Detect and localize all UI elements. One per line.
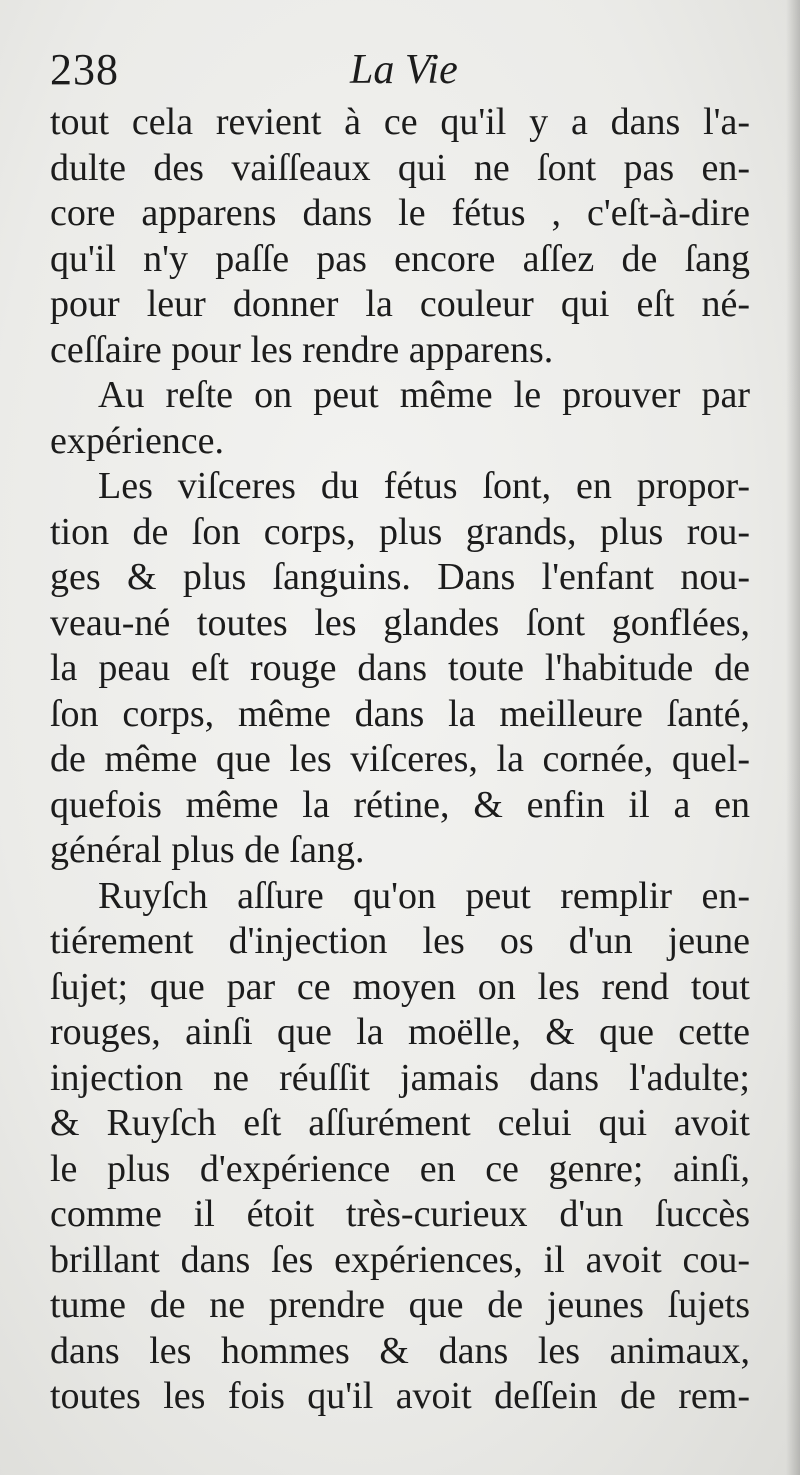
text-line: ſon corps, même dans la meilleure ſanté, xyxy=(50,692,750,735)
text-line: injection ne réuſſit jamais dans l'adulte; xyxy=(50,1056,750,1099)
text-line: quefois même la rétine, & enfin il a en xyxy=(50,783,750,826)
text-line: tout cela revient à ce qu'il y a dans l'a- xyxy=(50,101,750,143)
text-line: Les viſceres du fétus ſont, en propor- xyxy=(98,465,750,507)
text-line: dans les hommes & dans les animaux, xyxy=(50,1329,750,1372)
text-line: de même que les viſceres, la cornée, quel- xyxy=(50,738,750,780)
text-line: expérience. xyxy=(50,419,225,462)
page-number: 238 xyxy=(50,45,119,94)
text-line: le plus d'expérience en ce genre; ainſi, xyxy=(50,1147,750,1190)
text-line: pour leur donner la couleur qui eſt né- xyxy=(50,283,750,325)
text-line: & Ruyſch eſt aſſurément celui qui avoit xyxy=(50,1102,750,1144)
page-header xyxy=(50,40,750,100)
body-text xyxy=(50,100,750,1420)
text-line: tume de ne prendre que de jeunes ſujets xyxy=(50,1284,750,1326)
text-line: ceſſaire pour les rendre apparens. xyxy=(50,328,554,371)
text-line: veau-né toutes les glandes ſont gonflées, xyxy=(50,601,750,644)
text-line: tiérement d'injection les os d'un jeune xyxy=(50,920,750,962)
running-title: La Vie xyxy=(350,47,458,93)
text-line: comme il étoit très-curieux d'un ſuccès xyxy=(50,1193,750,1235)
text-line: rouges, ainſi que la moëlle, & que cette xyxy=(50,1011,750,1053)
text-line: core apparens dans le fétus , c'eſt-à-dire xyxy=(50,192,750,234)
text-line: Au reſte on peut même le prouver par xyxy=(98,374,750,416)
text-line: dulte des vaiſſeaux qui ne ſont pas en- xyxy=(50,146,750,189)
text-line: toutes les fois qu'il avoit deſſein de rem- xyxy=(50,1375,750,1417)
page-edge-shadow xyxy=(786,0,800,1475)
text-line: la peau eſt rouge dans toute l'habitude de xyxy=(50,647,750,689)
text-line: tion de ſon corps, plus grands, plus rou- xyxy=(50,510,750,553)
text-line: ſujet; que par ce moyen on les rend tout xyxy=(50,965,750,1008)
text-line: brillant dans ſes expériences, il avoit cou- xyxy=(50,1238,750,1281)
text-line: qu'il n'y paſſe pas encore aſſez de ſang xyxy=(50,237,750,280)
text-line: général plus de ſang. xyxy=(50,829,365,871)
text-line: ges & plus ſanguins. Dans l'enfant nou- xyxy=(50,556,750,598)
text-line: Ruyſch aſſure qu'on peut remplir en- xyxy=(98,874,750,917)
